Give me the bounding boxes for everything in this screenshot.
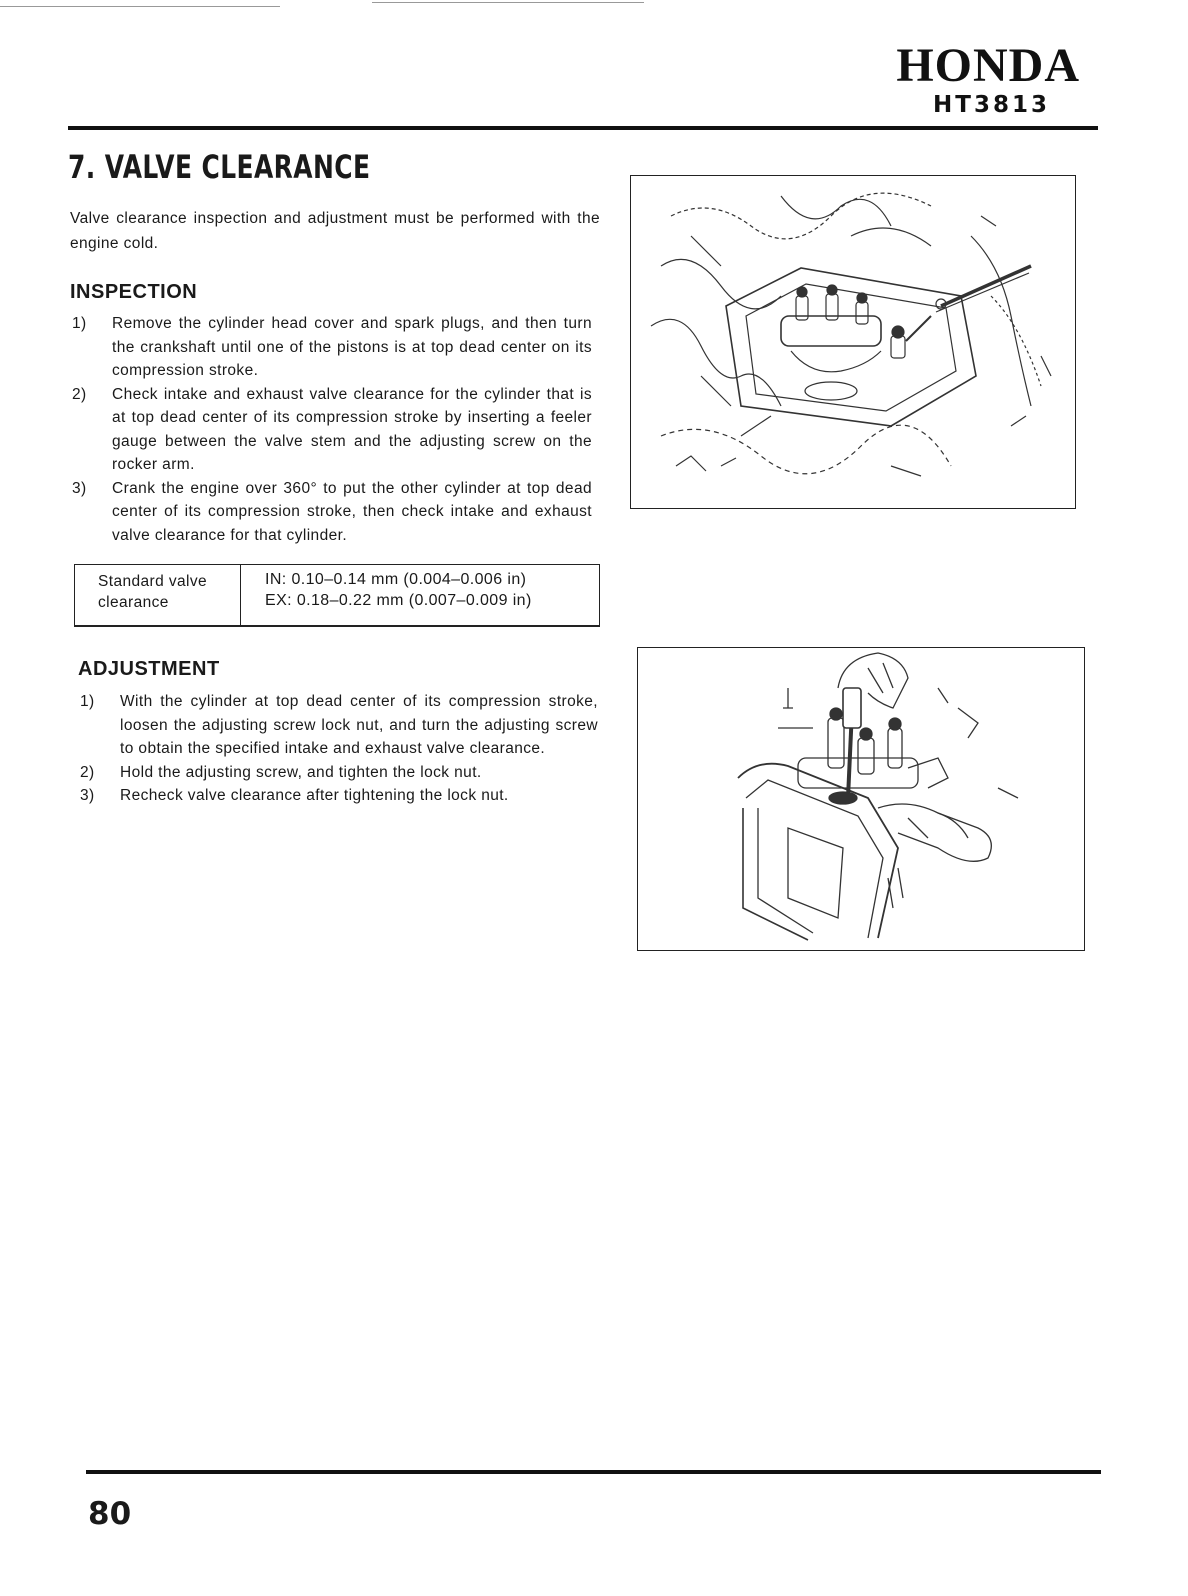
step-number: 2) <box>72 385 87 403</box>
step-number: 1) <box>72 315 87 332</box>
step-text: Check intake and exhaust valve clearance for the cylinder that is at top dead center of its compression stroke by inserting a feeler gauge between the valve stem and the adjusting screw on the rocker arm. <box>112 385 592 473</box>
list-item <box>80 784 598 808</box>
adjustment-heading: ADJUSTMENT <box>78 658 220 680</box>
inspection-illustration <box>630 175 1076 509</box>
page-number: 80 <box>88 1496 132 1532</box>
hands-adjusting-screw-drawing <box>638 648 1084 950</box>
scan-artifact-line <box>0 6 280 7</box>
step-number: 3) <box>72 479 87 497</box>
step-text: Hold the adjusting screw, and tighten the lock nut. <box>120 763 482 781</box>
inspection-steps <box>72 312 592 547</box>
header-rule <box>68 126 1098 130</box>
list-item <box>72 477 592 548</box>
list-item <box>80 761 598 785</box>
spec-in-value: IN: 0.10–0.14 mm (0.004–0.006 in) <box>265 571 527 588</box>
engine-feeler-gauge-drawing <box>631 176 1075 508</box>
spec-ex-value: EX: 0.18–0.22 mm (0.007–0.009 in) <box>265 592 532 609</box>
page-title: 7. VALVE CLEARANCE <box>68 148 371 186</box>
step-text: Crank the engine over 360° to put the other cylinder at top dead center of its compression stroke, then check intake and exhaust valve clearance for that cylinder. <box>112 479 592 544</box>
step-text: Remove the cylinder head cover and spark plugs, and then turn the crankshaft until one of the pistons is at top dead center on its compression stroke. <box>112 315 592 379</box>
list-item <box>72 383 592 477</box>
adjustment-steps <box>80 690 598 808</box>
step-number: 2) <box>80 763 95 781</box>
step-text: With the cylinder at top dead center of its compression stroke, loosen the adjusting screw lock nut, and turn the adjusting screw to obtain the specified intake and exhaust valve clearance. <box>120 693 598 757</box>
spec-label: Standard valve clearance <box>75 565 241 625</box>
scan-artifact-line <box>372 2 644 3</box>
step-number: 1) <box>80 693 95 710</box>
step-number: 3) <box>80 787 95 804</box>
footer-rule <box>86 1470 1101 1474</box>
brand-logo: HONDA <box>896 39 1080 92</box>
list-item <box>72 312 592 383</box>
spec-values <box>241 565 532 625</box>
step-text: Recheck valve clearance after tightening the lock nut. <box>120 787 509 804</box>
model-number: HT3813 <box>933 92 1050 118</box>
spec-table <box>74 564 600 627</box>
intro-paragraph: Valve clearance inspection and adjustment must be performed with the engine cold. <box>70 210 600 252</box>
list-item <box>80 690 598 761</box>
adjustment-illustration <box>637 647 1085 951</box>
inspection-heading: INSPECTION <box>70 281 198 303</box>
